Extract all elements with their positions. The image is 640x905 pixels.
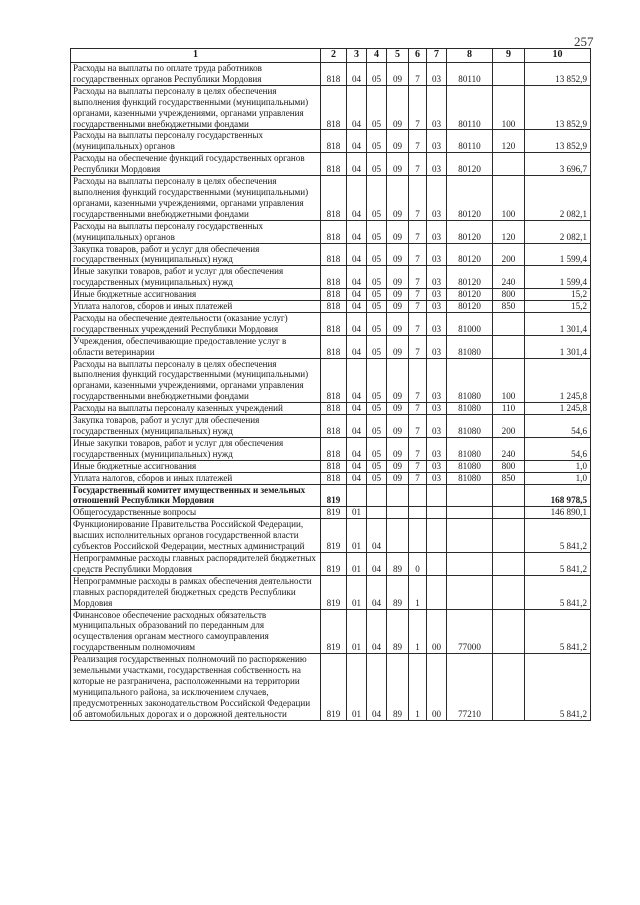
- row-vr-cell: 800: [493, 289, 525, 301]
- row-name-cell: Иные бюджетные ассигнования: [71, 460, 321, 472]
- row-rz-cell: 04: [347, 63, 367, 86]
- row-amount-cell: 1 245,8: [525, 403, 591, 415]
- row-pr-cell: 04: [367, 519, 387, 553]
- row-pr-cell: 05: [367, 289, 387, 301]
- row-gr-cell: 818: [321, 437, 347, 460]
- row-name-cell: Функционирование Правительства Российской Федерации, высших исполнительных органов государственной власти субъектов Российской Федерации, местных администраций: [71, 519, 321, 553]
- row-direction-cell: 81080: [447, 415, 493, 438]
- row-rz-cell: 04: [347, 472, 367, 484]
- row-gr-cell: 818: [321, 335, 347, 358]
- row-event-cell: [427, 552, 447, 575]
- row-program-cell: 09: [387, 460, 409, 472]
- row-pr-cell: 04: [367, 609, 387, 654]
- row-pr-cell: [367, 507, 387, 519]
- row-vr-cell: [493, 575, 525, 609]
- row-event-cell: 03: [427, 85, 447, 130]
- header-cell: 5: [387, 49, 409, 63]
- row-event-cell: 03: [427, 415, 447, 438]
- row-amount-cell: 13 852,9: [525, 130, 591, 153]
- row-pr-cell: 05: [367, 243, 387, 266]
- row-rz-cell: 04: [347, 266, 367, 289]
- row-amount-cell: 5 841,2: [525, 575, 591, 609]
- row-subprogram-cell: 7: [409, 358, 427, 403]
- row-direction-cell: 80120: [447, 220, 493, 243]
- row-amount-cell: 1 599,4: [525, 243, 591, 266]
- row-vr-cell: 100: [493, 176, 525, 221]
- row-rz-cell: 04: [347, 460, 367, 472]
- row-vr-cell: 850: [493, 301, 525, 313]
- row-subprogram-cell: [409, 484, 427, 507]
- row-vr-cell: [493, 153, 525, 176]
- table-row: [71, 312, 591, 335]
- row-program-cell: 09: [387, 243, 409, 266]
- row-amount-cell: 1 301,4: [525, 312, 591, 335]
- row-direction-cell: 80120: [447, 176, 493, 221]
- row-gr-cell: 818: [321, 176, 347, 221]
- row-name-cell: Финансовое обеспечение расходных обязательств муниципальных образований по переданным для осуществления органам местного самоуправления государственным полномочиям: [71, 609, 321, 654]
- row-subprogram-cell: 7: [409, 63, 427, 86]
- row-rz-cell: [347, 484, 367, 507]
- row-name-cell: Закупка товаров, работ и услуг для обеспечения государственных (муниципальных) нужд: [71, 415, 321, 438]
- row-program-cell: 09: [387, 335, 409, 358]
- row-vr-cell: 120: [493, 130, 525, 153]
- row-program-cell: 09: [387, 301, 409, 313]
- row-amount-cell: 13 852,9: [525, 63, 591, 86]
- row-direction-cell: 80120: [447, 153, 493, 176]
- row-gr-cell: 818: [321, 472, 347, 484]
- row-event-cell: 03: [427, 266, 447, 289]
- row-vr-cell: [493, 519, 525, 553]
- row-rz-cell: 04: [347, 130, 367, 153]
- row-gr-cell: 819: [321, 519, 347, 553]
- row-rz-cell: 04: [347, 312, 367, 335]
- row-subprogram-cell: 7: [409, 130, 427, 153]
- row-amount-cell: 54,6: [525, 437, 591, 460]
- table-row: [71, 609, 591, 654]
- row-rz-cell: 01: [347, 519, 367, 553]
- row-event-cell: [427, 519, 447, 553]
- row-pr-cell: 05: [367, 415, 387, 438]
- row-subprogram-cell: 7: [409, 472, 427, 484]
- table-row: [71, 335, 591, 358]
- row-program-cell: 09: [387, 176, 409, 221]
- row-rz-cell: 01: [347, 609, 367, 654]
- row-name-cell: Учреждения, обеспечивающие предоставление услуг в области ветеринарии: [71, 335, 321, 358]
- row-pr-cell: 05: [367, 460, 387, 472]
- row-rz-cell: 01: [347, 507, 367, 519]
- header-cell: 8: [447, 49, 493, 63]
- header-cell: 7: [427, 49, 447, 63]
- header-cell: 1: [71, 49, 321, 63]
- row-subprogram-cell: 7: [409, 153, 427, 176]
- header-cell: 3: [347, 49, 367, 63]
- row-name-cell: Общегосударственные вопросы: [71, 507, 321, 519]
- row-gr-cell: 818: [321, 403, 347, 415]
- row-event-cell: 03: [427, 63, 447, 86]
- row-subprogram-cell: 1: [409, 575, 427, 609]
- row-pr-cell: 05: [367, 130, 387, 153]
- row-subprogram-cell: 7: [409, 335, 427, 358]
- row-gr-cell: 818: [321, 153, 347, 176]
- row-program-cell: 09: [387, 415, 409, 438]
- row-program-cell: 89: [387, 654, 409, 720]
- row-direction-cell: 81080: [447, 335, 493, 358]
- row-pr-cell: 05: [367, 63, 387, 86]
- row-event-cell: 03: [427, 335, 447, 358]
- row-subprogram-cell: 7: [409, 266, 427, 289]
- row-rz-cell: 04: [347, 153, 367, 176]
- row-name-cell: Расходы на выплаты персоналу государственных (муниципальных) органов: [71, 130, 321, 153]
- table-row: [71, 415, 591, 438]
- row-gr-cell: 818: [321, 358, 347, 403]
- row-program-cell: 09: [387, 63, 409, 86]
- row-gr-cell: 818: [321, 460, 347, 472]
- row-vr-cell: 110: [493, 403, 525, 415]
- row-gr-cell: 818: [321, 415, 347, 438]
- row-vr-cell: 120: [493, 220, 525, 243]
- row-rz-cell: 04: [347, 243, 367, 266]
- row-program-cell: 09: [387, 85, 409, 130]
- row-pr-cell: 05: [367, 358, 387, 403]
- row-gr-cell: 818: [321, 312, 347, 335]
- header-cell: 10: [525, 49, 591, 63]
- row-amount-cell: 15,2: [525, 289, 591, 301]
- row-program-cell: 89: [387, 552, 409, 575]
- row-subprogram-cell: 7: [409, 403, 427, 415]
- row-program-cell: 89: [387, 609, 409, 654]
- table-row: [71, 130, 591, 153]
- row-pr-cell: 05: [367, 312, 387, 335]
- row-name-cell: Расходы на выплаты персоналу казенных учреждений: [71, 403, 321, 415]
- table-row: [71, 243, 591, 266]
- row-direction-cell: 81080: [447, 472, 493, 484]
- row-name-cell: Государственный комитет имущественных и земельных отношений Республики Мордовия: [71, 484, 321, 507]
- row-vr-cell: [493, 507, 525, 519]
- row-amount-cell: 1 301,4: [525, 335, 591, 358]
- row-rz-cell: 04: [347, 176, 367, 221]
- row-gr-cell: 819: [321, 609, 347, 654]
- row-subprogram-cell: 7: [409, 243, 427, 266]
- row-gr-cell: 818: [321, 243, 347, 266]
- row-event-cell: 03: [427, 243, 447, 266]
- table-header-row: [71, 49, 591, 63]
- row-program-cell: 09: [387, 266, 409, 289]
- budget-table: [70, 48, 591, 721]
- row-gr-cell: 819: [321, 654, 347, 720]
- header-cell: 2: [321, 49, 347, 63]
- row-direction-cell: 81080: [447, 403, 493, 415]
- row-rz-cell: 01: [347, 552, 367, 575]
- row-rz-cell: 04: [347, 403, 367, 415]
- row-amount-cell: 5 841,2: [525, 609, 591, 654]
- row-amount-cell: 15,2: [525, 301, 591, 313]
- table-row: [71, 85, 591, 130]
- row-amount-cell: 3 696,7: [525, 153, 591, 176]
- row-program-cell: 09: [387, 437, 409, 460]
- row-program-cell: 89: [387, 575, 409, 609]
- row-program-cell: 09: [387, 130, 409, 153]
- table-row: [71, 484, 591, 507]
- row-gr-cell: 818: [321, 266, 347, 289]
- row-subprogram-cell: 7: [409, 176, 427, 221]
- row-name-cell: Иные закупки товаров, работ и услуг для обеспечения государственных (муниципальных) нужд: [71, 437, 321, 460]
- row-pr-cell: 04: [367, 575, 387, 609]
- row-pr-cell: 05: [367, 85, 387, 130]
- row-event-cell: 00: [427, 609, 447, 654]
- row-amount-cell: 1 599,4: [525, 266, 591, 289]
- row-subprogram-cell: 7: [409, 289, 427, 301]
- row-gr-cell: 819: [321, 552, 347, 575]
- row-direction-cell: [447, 484, 493, 507]
- table-row: [71, 472, 591, 484]
- row-pr-cell: 05: [367, 266, 387, 289]
- row-rz-cell: 04: [347, 437, 367, 460]
- row-rz-cell: 04: [347, 335, 367, 358]
- table-row: [71, 266, 591, 289]
- row-vr-cell: 100: [493, 85, 525, 130]
- row-subprogram-cell: 1: [409, 654, 427, 720]
- row-amount-cell: 2 082,1: [525, 176, 591, 221]
- row-event-cell: 03: [427, 358, 447, 403]
- row-amount-cell: 5 841,2: [525, 654, 591, 720]
- row-vr-cell: [493, 63, 525, 86]
- row-program-cell: 09: [387, 153, 409, 176]
- row-gr-cell: 818: [321, 301, 347, 313]
- row-vr-cell: 100: [493, 358, 525, 403]
- row-name-cell: Расходы на выплаты по оплате труда работников государственных органов Республики Мордовия: [71, 63, 321, 86]
- row-subprogram-cell: 7: [409, 415, 427, 438]
- page-number: 257: [574, 34, 594, 49]
- row-direction-cell: 80120: [447, 243, 493, 266]
- row-direction-cell: [447, 519, 493, 553]
- row-direction-cell: 80120: [447, 266, 493, 289]
- row-rz-cell: 01: [347, 654, 367, 720]
- row-direction-cell: 77000: [447, 609, 493, 654]
- row-subprogram-cell: 1: [409, 609, 427, 654]
- row-pr-cell: 05: [367, 220, 387, 243]
- row-pr-cell: 04: [367, 552, 387, 575]
- row-event-cell: 03: [427, 301, 447, 313]
- row-vr-cell: 200: [493, 243, 525, 266]
- row-amount-cell: 168 978,5: [525, 484, 591, 507]
- row-pr-cell: 05: [367, 176, 387, 221]
- row-amount-cell: 2 082,1: [525, 220, 591, 243]
- row-gr-cell: 819: [321, 575, 347, 609]
- row-event-cell: [427, 507, 447, 519]
- row-amount-cell: 5 841,2: [525, 519, 591, 553]
- row-event-cell: 00: [427, 654, 447, 720]
- row-gr-cell: 818: [321, 220, 347, 243]
- row-gr-cell: 819: [321, 507, 347, 519]
- row-event-cell: [427, 484, 447, 507]
- table-row: [71, 519, 591, 553]
- row-vr-cell: [493, 552, 525, 575]
- table-row: [71, 289, 591, 301]
- row-amount-cell: 1,0: [525, 472, 591, 484]
- row-event-cell: 03: [427, 472, 447, 484]
- row-subprogram-cell: [409, 519, 427, 553]
- row-event-cell: 03: [427, 130, 447, 153]
- row-amount-cell: 1,0: [525, 460, 591, 472]
- row-program-cell: 09: [387, 403, 409, 415]
- table-row: [71, 176, 591, 221]
- row-vr-cell: 800: [493, 460, 525, 472]
- row-pr-cell: 05: [367, 153, 387, 176]
- row-program-cell: 09: [387, 289, 409, 301]
- row-pr-cell: [367, 484, 387, 507]
- table-row: [71, 301, 591, 313]
- row-vr-cell: 200: [493, 415, 525, 438]
- row-direction-cell: 81080: [447, 437, 493, 460]
- row-subprogram-cell: 7: [409, 437, 427, 460]
- row-subprogram-cell: 7: [409, 85, 427, 130]
- row-amount-cell: 13 852,9: [525, 85, 591, 130]
- row-program-cell: 09: [387, 220, 409, 243]
- row-name-cell: Непрограммные расходы в рамках обеспечения деятельности главных распорядителей бюджетных средств Республики Мордовия: [71, 575, 321, 609]
- row-name-cell: Расходы на обеспечение функций государственных органов Республики Мордовия: [71, 153, 321, 176]
- table-row: [71, 654, 591, 720]
- row-vr-cell: [493, 312, 525, 335]
- table-row: [71, 403, 591, 415]
- row-event-cell: 03: [427, 153, 447, 176]
- row-pr-cell: 05: [367, 437, 387, 460]
- table-row: [71, 358, 591, 403]
- row-direction-cell: 80110: [447, 85, 493, 130]
- row-subprogram-cell: 7: [409, 301, 427, 313]
- table-row: [71, 507, 591, 519]
- header-cell: 9: [493, 49, 525, 63]
- row-direction-cell: 80110: [447, 63, 493, 86]
- row-rz-cell: 04: [347, 220, 367, 243]
- row-gr-cell: 818: [321, 63, 347, 86]
- row-direction-cell: 80110: [447, 130, 493, 153]
- row-gr-cell: 818: [321, 289, 347, 301]
- row-pr-cell: 05: [367, 403, 387, 415]
- row-pr-cell: 05: [367, 472, 387, 484]
- header-cell: 6: [409, 49, 427, 63]
- row-vr-cell: 850: [493, 472, 525, 484]
- row-vr-cell: 240: [493, 266, 525, 289]
- row-amount-cell: 146 890,1: [525, 507, 591, 519]
- row-gr-cell: 819: [321, 484, 347, 507]
- row-subprogram-cell: 7: [409, 460, 427, 472]
- table-row: [71, 460, 591, 472]
- row-pr-cell: 05: [367, 301, 387, 313]
- row-name-cell: Закупка товаров, работ и услуг для обеспечения государственных (муниципальных) нужд: [71, 243, 321, 266]
- row-name-cell: Расходы на выплаты персоналу в целях обеспечения выполнения функций государственными (муниципальными) органами, казенными учреждениями, органами управления государственными внебюджетными фондами: [71, 176, 321, 221]
- row-program-cell: 09: [387, 472, 409, 484]
- table-row: [71, 220, 591, 243]
- row-name-cell: Расходы на выплаты персоналу государственных (муниципальных) органов: [71, 220, 321, 243]
- row-vr-cell: [493, 335, 525, 358]
- row-amount-cell: 1 245,8: [525, 358, 591, 403]
- row-name-cell: Расходы на выплаты персоналу в целях обеспечения выполнения функций государственными (муниципальными) органами, казенными учреждениями, органами управления государственными внебюджетными фондами: [71, 358, 321, 403]
- row-name-cell: Непрограммные расходы главных распорядителей бюджетных средств Республики Мордовия: [71, 552, 321, 575]
- row-pr-cell: 05: [367, 335, 387, 358]
- row-rz-cell: 04: [347, 301, 367, 313]
- row-direction-cell: 81080: [447, 358, 493, 403]
- row-pr-cell: 04: [367, 654, 387, 720]
- row-direction-cell: 80120: [447, 289, 493, 301]
- table-row: [71, 575, 591, 609]
- row-name-cell: Реализация государственных полномочий по распоряжению земельными участками, государственная собственность на которые не разграничена, расположенными на территории муниципального района, за исключением случаев, предусмотренных законодательством Российской Федерации об автомобильных дорогах и о дорожной деятельности: [71, 654, 321, 720]
- row-event-cell: [427, 575, 447, 609]
- row-direction-cell: 77210: [447, 654, 493, 720]
- row-direction-cell: [447, 552, 493, 575]
- row-gr-cell: 818: [321, 85, 347, 130]
- row-rz-cell: 01: [347, 575, 367, 609]
- row-subprogram-cell: 7: [409, 220, 427, 243]
- row-direction-cell: 81080: [447, 460, 493, 472]
- row-program-cell: [387, 484, 409, 507]
- table-row: [71, 552, 591, 575]
- table-row: [71, 63, 591, 86]
- row-subprogram-cell: [409, 507, 427, 519]
- row-direction-cell: 81000: [447, 312, 493, 335]
- table-row: [71, 153, 591, 176]
- row-name-cell: Иные закупки товаров, работ и услуг для обеспечения государственных (муниципальных) нужд: [71, 266, 321, 289]
- row-event-cell: 03: [427, 437, 447, 460]
- row-subprogram-cell: 0: [409, 552, 427, 575]
- row-vr-cell: [493, 484, 525, 507]
- row-vr-cell: [493, 609, 525, 654]
- row-program-cell: [387, 519, 409, 553]
- row-name-cell: Расходы на выплаты персоналу в целях обеспечения выполнения функций государственными (муниципальными) органами, казенными учреждениями, органами управления государственными внебюджетными фондами: [71, 85, 321, 130]
- row-event-cell: 03: [427, 289, 447, 301]
- row-vr-cell: 240: [493, 437, 525, 460]
- row-name-cell: Иные бюджетные ассигнования: [71, 289, 321, 301]
- row-direction-cell: 80120: [447, 301, 493, 313]
- row-program-cell: 09: [387, 358, 409, 403]
- row-event-cell: 03: [427, 312, 447, 335]
- row-vr-cell: [493, 654, 525, 720]
- row-direction-cell: [447, 507, 493, 519]
- row-program-cell: 09: [387, 312, 409, 335]
- row-name-cell: Уплата налогов, сборов и иных платежей: [71, 301, 321, 313]
- row-name-cell: Уплата налогов, сборов и иных платежей: [71, 472, 321, 484]
- row-event-cell: 03: [427, 460, 447, 472]
- row-direction-cell: [447, 575, 493, 609]
- row-event-cell: 03: [427, 176, 447, 221]
- header-cell: 4: [367, 49, 387, 63]
- row-amount-cell: 54,6: [525, 415, 591, 438]
- row-rz-cell: 04: [347, 415, 367, 438]
- row-gr-cell: 818: [321, 130, 347, 153]
- table-row: [71, 437, 591, 460]
- row-subprogram-cell: 7: [409, 312, 427, 335]
- row-rz-cell: 04: [347, 358, 367, 403]
- row-rz-cell: 04: [347, 289, 367, 301]
- row-rz-cell: 04: [347, 85, 367, 130]
- row-name-cell: Расходы на обеспечение деятельности (оказание услуг) государственных учреждений Республики Мордовия: [71, 312, 321, 335]
- row-event-cell: 03: [427, 220, 447, 243]
- row-amount-cell: 5 841,2: [525, 552, 591, 575]
- row-program-cell: [387, 507, 409, 519]
- row-event-cell: 03: [427, 403, 447, 415]
